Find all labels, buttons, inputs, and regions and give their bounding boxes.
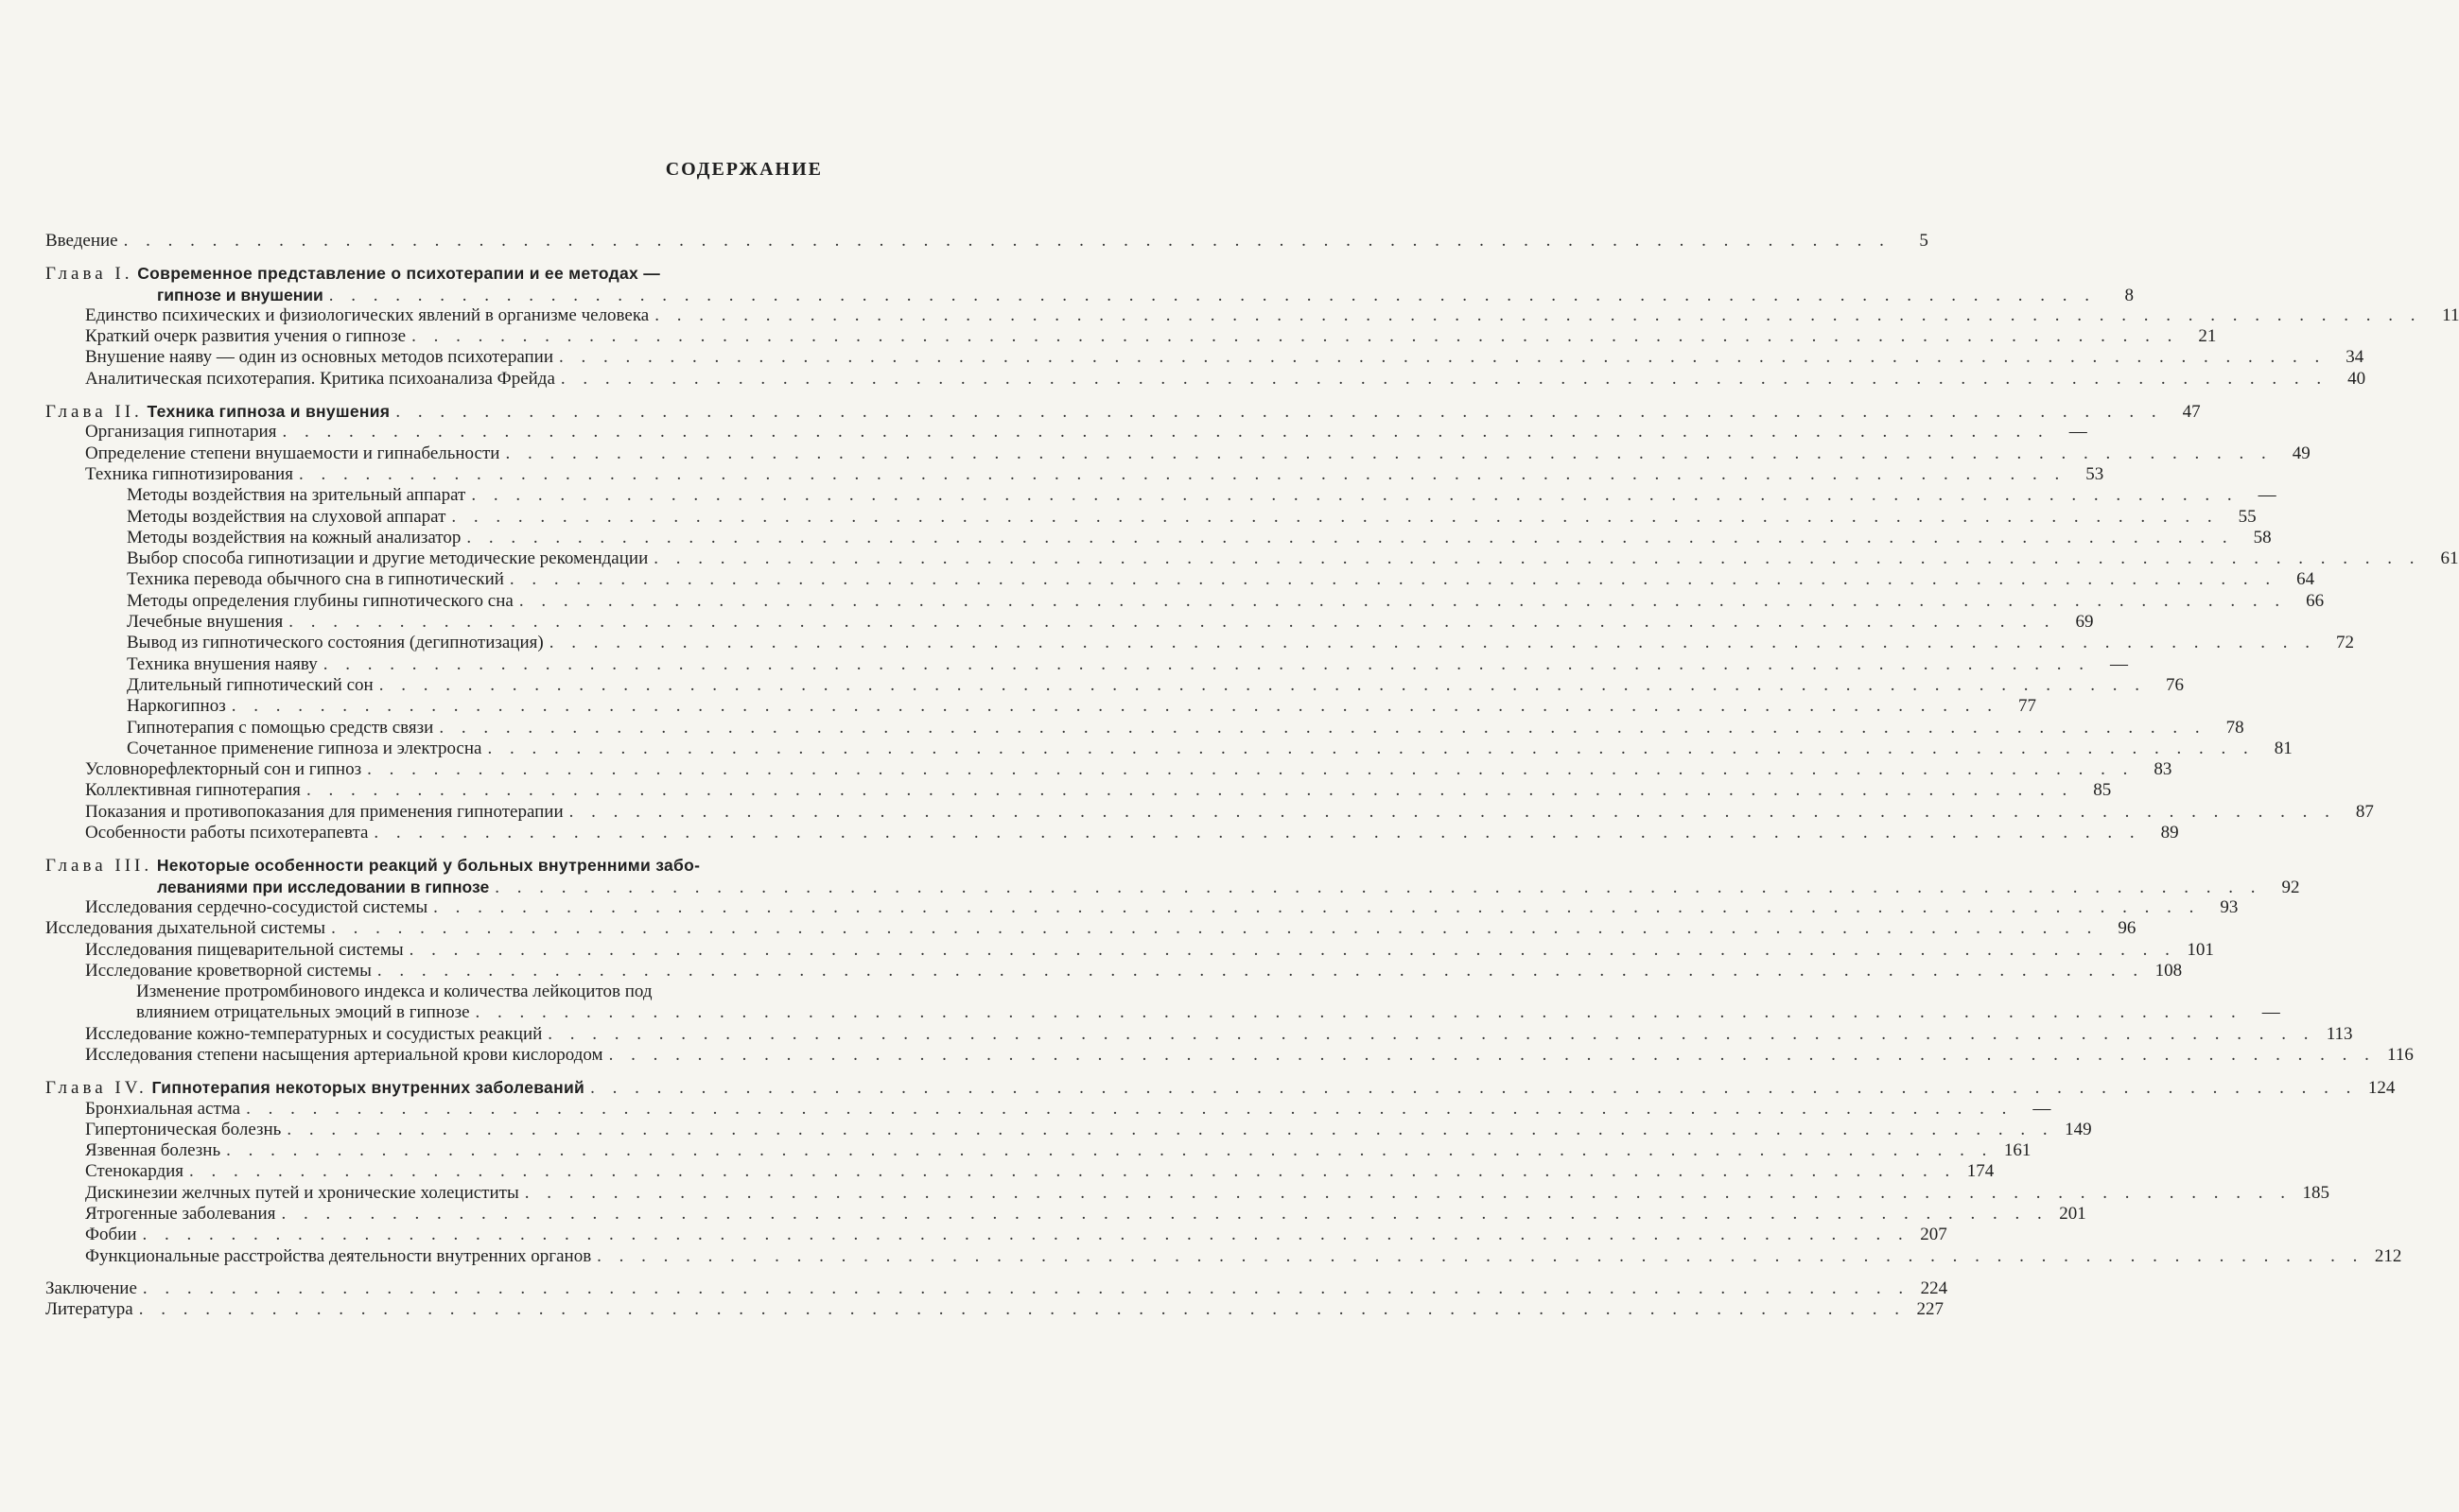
toc-entry: Аналитическая психотерапия. Критика психоанализа Фрейда . . . . . . . . . . . . . . . . . . . . . . . . . . . . . . . . . . . . . . . . . . . . . . . . . . . . . . . . . . . . . . . . . . . . . . . . . . . . . . . . 40 bbox=[85, 368, 2366, 389]
toc-subentry: Наркогипноз . . . . . . . . . . . . . . . . . . . . . . . . . . . . . . . . . . . . . . . . . . . . . . . . . . . . . . . . . . . . . . . . . . . . . . . . . . . . . . . . 77 bbox=[127, 696, 2036, 717]
toc-entry: Заключение . . . . . . . . . . . . . . . . . . . . . . . . . . . . . . . . . . . . . . . . . . . . . . . . . . . . . . . . . . . . . . . . . . . . . . . . . . . . . . . . 224 bbox=[45, 1277, 1948, 1298]
toc-subentry: Изменение протромбинового индекса и количества лейкоцитов под bbox=[136, 982, 653, 1002]
toc-entry: Исследование кроветворной системы . . . . . . . . . . . . . . . . . . . . . . . . . . . . . . . . . . . . . . . . . . . . . . . . . . . . . . . . . . . . . . . . . . . . . . . . . . . . . . . . 108 bbox=[85, 960, 2183, 981]
toc-chapter bbox=[45, 855, 830, 876]
toc-subentry: влиянием отрицательных эмоций в гипнозе . . . . . . . . . . . . . . . . . . . . . . . . . . . . . . . . . . . . . . . . . . . . . . . . . . . . . . . . . . . . . . . . . . . . . . . . . . . . . . . . — bbox=[136, 1002, 2280, 1023]
page-title: СОДЕРЖАНИЕ bbox=[665, 159, 823, 180]
toc-subentry: Длительный гипнотический сон . . . . . . . . . . . . . . . . . . . . . . . . . . . . . . . . . . . . . . . . . . . . . . . . . . . . . . . . . . . . . . . . . . . . . . . . . . . . . . . . 76 bbox=[127, 674, 2184, 695]
toc-subentry: Методы воздействия на слуховой аппарат . . . . . . . . . . . . . . . . . . . . . . . . . . . . . . . . . . . . . . . . . . . . . . . . . . . . . . . . . . . . . . . . . . . . . . . . . . . . . . . . 55 bbox=[127, 506, 2257, 527]
toc-entry: Определение степени внушаемости и гипнабельности . . . . . . . . . . . . . . . . . . . . . . . . . . . . . . . . . . . . . . . . . . . . . . . . . . . . . . . . . . . . . . . . . . . . . . . . . . . . . . . . 49 bbox=[85, 443, 2311, 463]
toc-subentry: Вывод из гипнотического состояния (дегипнотизация) . . . . . . . . . . . . . . . . . . . . . . . . . . . . . . . . . . . . . . . . . . . . . . . . . . . . . . . . . . . . . . . . . . . . . . . . . . . . . . . . 72 bbox=[127, 633, 2354, 653]
toc-entry: Стенокардия . . . . . . . . . . . . . . . . . . . . . . . . . . . . . . . . . . . . . . . . . . . . . . . . . . . . . . . . . . . . . . . . . . . . . . . . . . . . . . . . 174 bbox=[85, 1161, 1995, 1182]
toc-subentry: Гипнотерапия с помощью средств связи . . . . . . . . . . . . . . . . . . . . . . . . . . . . . . . . . . . . . . . . . . . . . . . . . . . . . . . . . . . . . . . . . . . . . . . . . . . . . . . . 78 bbox=[127, 717, 2244, 738]
toc-chapter: Глава IV. Гипнотерапия некоторых внутренних заболеваний . . . . . . . . . . . . . . . . . . . . . . . . . . . . . . . . . . . . . . . . . . . . . . . . . . . . . . . . . . . . . . . . . . . . . . . . . . . . . . . . 124 bbox=[45, 1078, 2396, 1099]
toc-subentry: Техника перевода обычного сна в гипнотический . . . . . . . . . . . . . . . . . . . . . . . . . . . . . . . . . . . . . . . . . . . . . . . . . . . . . . . . . . . . . . . . . . . . . . . . . . . . . . . . 64 bbox=[127, 569, 2315, 590]
toc-entry: Техника гипнотизирования . . . . . . . . . . . . . . . . . . . . . . . . . . . . . . . . . . . . . . . . . . . . . . . . . . . . . . . . . . . . . . . . . . . . . . . . . . . . . . . . 53 bbox=[85, 463, 2104, 484]
toc-subentry: Методы воздействия на кожный анализатор . . . . . . . . . . . . . . . . . . . . . . . . . . . . . . . . . . . . . . . . . . . . . . . . . . . . . . . . . . . . . . . . . . . . . . . . . . . . . . . . 58 bbox=[127, 527, 2272, 547]
chapter-label: Глава IV. bbox=[45, 1078, 148, 1099]
toc-subentry: Сочетанное применение гипноза и электросна . . . . . . . . . . . . . . . . . . . . . . . . . . . . . . . . . . . . . . . . . . . . . . . . . . . . . . . . . . . . . . . . . . . . . . . . . . . . . . . . 81 bbox=[127, 738, 2293, 758]
toc-entry: Исследование кожно-температурных и сосудистых реакций . . . . . . . . . . . . . . . . . . . . . . . . . . . . . . . . . . . . . . . . . . . . . . . . . . . . . . . . . . . . . . . . . . . . . . . . . . . . . . . . 113 bbox=[85, 1023, 2353, 1044]
toc-chapter-cont: леваниями при исследовании в гипнозе . . . . . . . . . . . . . . . . . . . . . . . . . . . . . . . . . . . . . . . . . . . . . . . . . . . . . . . . . . . . . . . . . . . . . . . . . . . . . . . . 92 bbox=[157, 877, 2300, 897]
chapter-title: Некоторые особенности реакций у больных внутренними забо- bbox=[156, 856, 701, 876]
toc-entry: Литература . . . . . . . . . . . . . . . . . . . . . . . . . . . . . . . . . . . . . . . . . . . . . . . . . . . . . . . . . . . . . . . . . . . . . . . . . . . . . . . . 227 bbox=[45, 1299, 1944, 1320]
toc-entry: Особенности работы психотерапевта . . . . . . . . . . . . . . . . . . . . . . . . . . . . . . . . . . . . . . . . . . . . . . . . . . . . . . . . . . . . . . . . . . . . . . . . . . . . . . . . 89 bbox=[85, 823, 2179, 843]
toc-entry: Язвенная болезнь . . . . . . . . . . . . . . . . . . . . . . . . . . . . . . . . . . . . . . . . . . . . . . . . . . . . . . . . . . . . . . . . . . . . . . . . . . . . . . . . 161 bbox=[85, 1140, 2032, 1161]
toc-entry: Дискинезии желчных путей и хронические холециститы . . . . . . . . . . . . . . . . . . . . . . . . . . . . . . . . . . . . . . . . . . . . . . . . . . . . . . . . . . . . . . . . . . . . . . . . . . . . . . . . 185 bbox=[85, 1182, 2329, 1203]
toc-entry: Внушение наяву — один из основных методов психотерапии . . . . . . . . . . . . . . . . . . . . . . . . . . . . . . . . . . . . . . . . . . . . . . . . . . . . . . . . . . . . . . . . . . . . . . . . . . . . . . . . 34 bbox=[85, 347, 2364, 368]
table-of-contents bbox=[45, 231, 2459, 1321]
toc-subentry: Методы определения глубины гипнотического сна . . . . . . . . . . . . . . . . . . . . . . . . . . . . . . . . . . . . . . . . . . . . . . . . . . . . . . . . . . . . . . . . . . . . . . . . . . . . . . . . 66 bbox=[127, 590, 2325, 611]
toc-entry: Бронхиальная астма . . . . . . . . . . . . . . . . . . . . . . . . . . . . . . . . . . . . . . . . . . . . . . . . . . . . . . . . . . . . . . . . . . . . . . . . . . . . . . . . — bbox=[85, 1098, 2051, 1119]
toc-entry: Единство психических и физиологических явлений в организме человека . . . . . . . . . . . . . . . . . . . . . . . . . . . . . . . . . . . . . . . . . . . . . . . . . . . . . . . . . . . . . . . . . . . . . . . . . . . . . . . . 11 bbox=[85, 304, 2459, 325]
toc-entry: Гипертоническая болезнь . . . . . . . . . . . . . . . . . . . . . . . . . . . . . . . . . . . . . . . . . . . . . . . . . . . . . . . . . . . . . . . . . . . . . . . . . . . . . . . . 149 bbox=[85, 1119, 2092, 1139]
toc-entry: Краткий очерк развития учения о гипнозе . . . . . . . . . . . . . . . . . . . . . . . . . . . . . . . . . . . . . . . . . . . . . . . . . . . . . . . . . . . . . . . . . . . . . . . . . . . . . . . . 21 bbox=[85, 326, 2217, 347]
toc-entry: Исследования сердечно-сосудистой системы . . . . . . . . . . . . . . . . . . . . . . . . . . . . . . . . . . . . . . . . . . . . . . . . . . . . . . . . . . . . . . . . . . . . . . . . . . . . . . . . 93 bbox=[85, 896, 2239, 917]
toc-chapter: Глава II. Техника гипноза и внушения . . . . . . . . . . . . . . . . . . . . . . . . . . . . . . . . . . . . . . . . . . . . . . . . . . . . . . . . . . . . . . . . . . . . . . . . . . . . . . . . 47 bbox=[45, 402, 2201, 423]
toc-subentry: Выбор способа гипнотизации и другие методические рекомендации . . . . . . . . . . . . . . . . . . . . . . . . . . . . . . . . . . . . . . . . . . . . . . . . . . . . . . . . . . . . . . . . . . . . . . . . . . . . . . . . 61 bbox=[127, 548, 2459, 569]
toc-chapter bbox=[45, 263, 830, 284]
toc-chapter-cont: гипнозе и внушении . . . . . . . . . . . . . . . . . . . . . . . . . . . . . . . . . . . . . . . . . . . . . . . . . . . . . . . . . . . . . . . . . . . . . . . . . . . . . . . . 8 bbox=[157, 285, 2135, 305]
toc-entry: Исследования пищеварительной системы . . . . . . . . . . . . . . . . . . . . . . . . . . . . . . . . . . . . . . . . . . . . . . . . . . . . . . . . . . . . . . . . . . . . . . . . . . . . . . . . 101 bbox=[85, 939, 2214, 960]
toc-entry: Коллективная гипнотерапия . . . . . . . . . . . . . . . . . . . . . . . . . . . . . . . . . . . . . . . . . . . . . . . . . . . . . . . . . . . . . . . . . . . . . . . . . . . . . . . . 85 bbox=[85, 780, 2112, 801]
chapter-label: Глава II. bbox=[45, 402, 143, 423]
chapter-label: Глава I. bbox=[45, 264, 133, 285]
toc-entry: Показания и противопоказания для применения гипнотерапии . . . . . . . . . . . . . . . . . . . . . . . . . . . . . . . . . . . . . . . . . . . . . . . . . . . . . . . . . . . . . . . . . . . . . . . . . . . . . . . . 87 bbox=[85, 801, 2374, 822]
toc-entry: Функциональные расстройства деятельности внутренних органов . . . . . . . . . . . . . . . . . . . . . . . . . . . . . . . . . . . . . . . . . . . . . . . . . . . . . . . . . . . . . . . . . . . . . . . . . . . . . . . . 212 bbox=[85, 1245, 2402, 1266]
chapter-label: Глава III. bbox=[45, 856, 153, 877]
chapter-title: Гипнотерапия некоторых внутренних заболеваний bbox=[151, 1078, 585, 1098]
toc-entry: Исследования степени насыщения артериальной крови кислородом . . . . . . . . . . . . . . . . . . . . . . . . . . . . . . . . . . . . . . . . . . . . . . . . . . . . . . . . . . . . . . . . . . . . . . . . . . . . . . . . 116 bbox=[85, 1044, 2414, 1065]
toc-entry: Организация гипнотария . . . . . . . . . . . . . . . . . . . . . . . . . . . . . . . . . . . . . . . . . . . . . . . . . . . . . . . . . . . . . . . . . . . . . . . . . . . . . . . . — bbox=[85, 422, 2087, 443]
toc-subentry: Лечебные внушения . . . . . . . . . . . . . . . . . . . . . . . . . . . . . . . . . . . . . . . . . . . . . . . . . . . . . . . . . . . . . . . . . . . . . . . . . . . . . . . . 69 bbox=[127, 612, 2094, 633]
chapter-title: Современное представление о психотерапии и ее методах — bbox=[137, 264, 661, 284]
toc-entry: Условнорефлекторный сон и гипноз . . . . . . . . . . . . . . . . . . . . . . . . . . . . . . . . . . . . . . . . . . . . . . . . . . . . . . . . . . . . . . . . . . . . . . . . . . . . . . . . 83 bbox=[85, 759, 2172, 780]
toc-entry: Фобии . . . . . . . . . . . . . . . . . . . . . . . . . . . . . . . . . . . . . . . . . . . . . . . . . . . . . . . . . . . . . . . . . . . . . . . . . . . . . . . . 207 bbox=[85, 1225, 1947, 1245]
toc-subentry: Методы воздействия на зрительный аппарат . . . . . . . . . . . . . . . . . . . . . . . . . . . . . . . . . . . . . . . . . . . . . . . . . . . . . . . . . . . . . . . . . . . . . . . . . . . . . . . . — bbox=[127, 485, 2276, 506]
toc-subentry: Техника внушения наяву . . . . . . . . . . . . . . . . . . . . . . . . . . . . . . . . . . . . . . . . . . . . . . . . . . . . . . . . . . . . . . . . . . . . . . . . . . . . . . . . — bbox=[127, 653, 2128, 674]
toc-entry: Введение . . . . . . . . . . . . . . . . . . . . . . . . . . . . . . . . . . . . . . . . . . . . . . . . . . . . . . . . . . . . . . . . . . . . . . . . . . . . . . . . 5 bbox=[45, 231, 1928, 251]
toc-entry: Ятрогенные заболевания . . . . . . . . . . . . . . . . . . . . . . . . . . . . . . . . . . . . . . . . . . . . . . . . . . . . . . . . . . . . . . . . . . . . . . . . . . . . . . . . 201 bbox=[85, 1204, 2086, 1225]
chapter-title: Техника гипноза и внушения bbox=[147, 402, 391, 422]
toc-entry: Исследования дыхательной системы . . . . . . . . . . . . . . . . . . . . . . . . . . . . . . . . . . . . . . . . . . . . . . . . . . . . . . . . . . . . . . . . . . . . . . . . . . . . . . . . 96 bbox=[45, 918, 2136, 939]
